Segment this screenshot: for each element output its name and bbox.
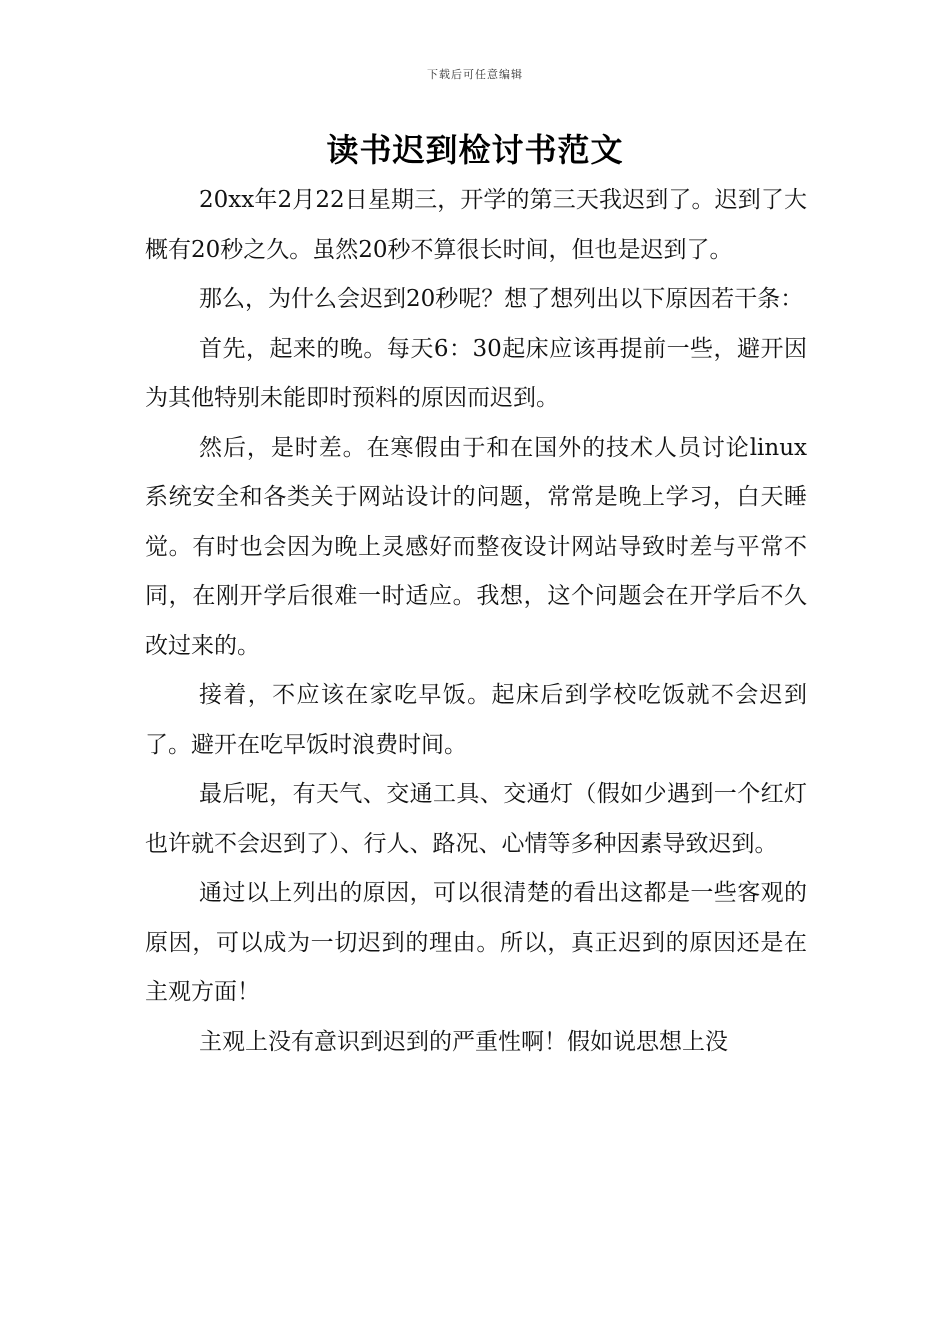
paragraph-objective-reasons: 通过以上列出的原因，可以很清楚的看出这都是一些客观的原因，可以成为一切迟到的理由。所以，真正迟到的原因还是在主观方面！ <box>145 880 807 1005</box>
paragraph-first-reason: 首先，起来的晚。每天6：30起床应该再提前一些，避开因为其他特别未能即时预料的原因而迟到。 <box>145 335 807 411</box>
paragraph-time-difference: 然后，是时差。在寒假由于和在国外的技术人员讨论linux系统安全和各类关于网站设计的问题，常常是晚上学习，白天睡觉。有时也会因为晚上灵感好而整夜设计网站导致时差与平常不同，在刚开学后很难一时适应。我想，这个问题会在开学后不久改过来的。 <box>145 434 807 659</box>
document-title: 读书迟到检讨书范文 <box>326 131 624 169</box>
header-note: 下载后可任意编辑 <box>427 68 523 81</box>
paragraph-why-late: 那么，为什么会迟到20秒呢？想了想列出以下原因若干条： <box>199 286 804 312</box>
paragraph-date-late: 20xx年2月22日星期三，开学的第三天我迟到了。迟到了大概有20秒之久。虽然20秒不算很长时间，但也是迟到了。 <box>145 187 807 263</box>
paragraph-other-factors: 最后呢，有天气、交通工具、交通灯（假如少遇到一个红灯也许就不会迟到了）、行人、路况、心情等多种因素导致迟到。 <box>145 781 807 857</box>
paragraph-subjective: 主观上没有意识到迟到的严重性啊！假如说思想上没 <box>199 1028 728 1055</box>
document-body <box>145 176 807 1067</box>
paragraph-breakfast: 接着，不应该在家吃早饭。起床后到学校吃饭就不会迟到了。避开在吃早饭时浪费时间。 <box>145 682 807 758</box>
